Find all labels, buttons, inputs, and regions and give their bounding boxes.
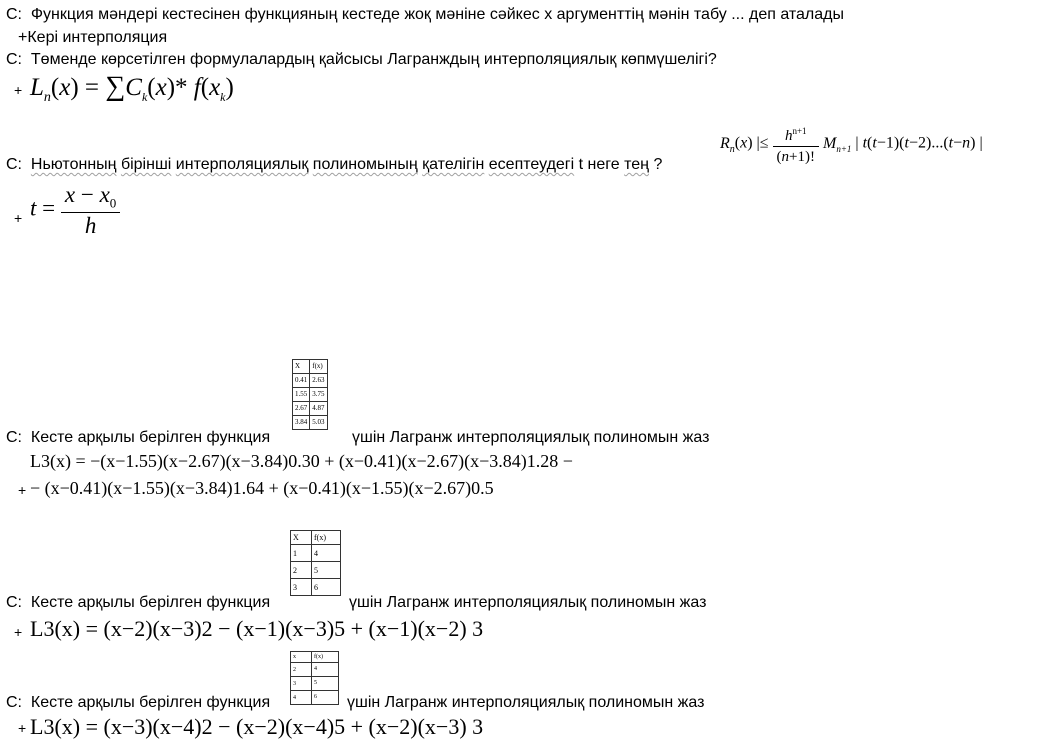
table-header: f(x) <box>312 652 339 663</box>
table-row <box>291 663 339 677</box>
table-row <box>291 545 341 562</box>
table-row <box>293 388 328 402</box>
formula-answer: L3(x) = (x−2)(x−3)2 − (x−1)(x−3)5 + (x−1)(x−2) 3 <box>30 616 484 641</box>
word: бірінші <box>120 156 172 173</box>
word: қателігін <box>422 156 485 173</box>
function-table <box>290 651 339 705</box>
word: t <box>578 156 584 173</box>
table-cell: 1 <box>291 545 312 562</box>
table-header: f(x) <box>310 360 327 374</box>
function-table <box>292 359 328 430</box>
error-formula-box <box>715 107 1037 169</box>
table-cell: 3 <box>291 579 312 596</box>
question-text-before: Кесте арқылы берілген функция <box>30 594 271 611</box>
answer-plus: + <box>14 82 23 98</box>
question-1 <box>6 6 844 24</box>
table-row <box>291 677 339 691</box>
table-cell: 2.63 <box>310 374 327 388</box>
formula-line-1: L3(x) = −(x−1.55)(x−2.67)(x−3.84)0.30 + (x−0.41)(x−2.67)(x−3.84)1.28 − <box>30 451 573 471</box>
table-row <box>291 579 341 596</box>
table-cell: 4 <box>291 691 312 705</box>
word: тең <box>624 156 650 173</box>
table-cell: 2.67 <box>293 402 310 416</box>
word: интерполяциялық <box>175 156 309 173</box>
word: Ньютонның <box>30 156 117 173</box>
question-2 <box>6 51 717 69</box>
question-prefix: С: <box>6 694 22 711</box>
table-cell: 0.41 <box>293 374 310 388</box>
formula-t: t = $\frac{x - x_0}{h}$ <box>30 182 120 239</box>
table-cell: 4 <box>312 545 341 562</box>
formula-lagrange-sum: $L_n(x) = \sum C_k(x)*$ $f(x_k)$ <box>30 71 234 105</box>
table-cell: 4 <box>312 663 339 677</box>
answer-1: +Кері интерполяция <box>18 29 168 46</box>
question-text: Төменде көрсетілген формулалардың қайсысы Лагранждың интерполяциялық көпмүшелігі? <box>30 51 717 68</box>
question-text: Функция мәндері кестесінен функцияның кестеде жоқ мәніне сәйкес х аргументтің мәнін табу ... деп аталады <box>30 6 844 23</box>
table-cell: 6 <box>312 691 339 705</box>
question-prefix: С: <box>6 156 22 173</box>
table-cell: 5 <box>312 562 341 579</box>
question-6 <box>6 694 270 712</box>
table-cell: 5.03 <box>310 416 327 430</box>
answer-plus: + <box>18 720 27 736</box>
word: полиномының <box>312 156 418 173</box>
question-4 <box>6 429 270 447</box>
table-cell: 4.87 <box>310 402 327 416</box>
word: ? <box>653 156 663 173</box>
function-table <box>290 530 341 596</box>
question-5 <box>6 594 270 612</box>
table-cell: 6 <box>312 579 341 596</box>
question-text-before: Кесте арқылы берілген функция <box>30 694 271 711</box>
answer-plus: + <box>18 482 27 498</box>
table-cell: 5 <box>312 677 339 691</box>
table-cell: 2 <box>291 562 312 579</box>
table-row <box>291 691 339 705</box>
table-cell: 3.75 <box>310 388 327 402</box>
question-text-before: Кесте арқылы берілген функция <box>30 429 271 446</box>
question-prefix: С: <box>6 6 22 23</box>
table-row <box>293 402 328 416</box>
question-prefix: С: <box>6 594 22 611</box>
word: есептеудегі <box>488 156 575 173</box>
question-prefix: С: <box>6 51 22 68</box>
table-row <box>293 416 328 430</box>
table-cell: 2 <box>291 663 312 677</box>
table-cell: 3 <box>291 677 312 691</box>
error-formula: $R_n(x)$ |≤ $\frac{h^{n+1}}{(n+1)!}$ $M_{n+1}$ | t(t−1)(t−2)...(t−n) | <box>720 121 983 167</box>
table-row <box>291 562 341 579</box>
question-text-after: үшін Лагранж интерполяциялық полиномын жаз <box>349 594 707 611</box>
table-row <box>293 374 328 388</box>
word: неге <box>587 156 620 173</box>
table-cell: 3.84 <box>293 416 310 430</box>
answer-plus: + <box>14 624 23 640</box>
question-text-after: үшін Лагранж интерполяциялық полиномын жаз <box>347 694 705 711</box>
formula-answer: L3(x) = (x−3)(x−4)2 − (x−2)(x−4)5 + (x−2)(x−3) 3 <box>30 714 484 739</box>
table-cell: 1.55 <box>293 388 310 402</box>
answer-plus: + <box>14 210 23 226</box>
question-prefix: С: <box>6 429 22 446</box>
table-header: x <box>291 652 312 663</box>
table-header: f(x) <box>312 531 341 545</box>
question-3 <box>6 156 662 174</box>
table-header: X <box>291 531 312 545</box>
question-text-after: үшін Лагранж интерполяциялық полиномын жаз <box>352 429 710 446</box>
table-header: X <box>293 360 310 374</box>
formula-line-2: − (x−0.41)(x−1.55)(x−3.84)1.64 + (x−0.41)(x−1.55)(x−2.67)0.5 <box>30 478 494 498</box>
